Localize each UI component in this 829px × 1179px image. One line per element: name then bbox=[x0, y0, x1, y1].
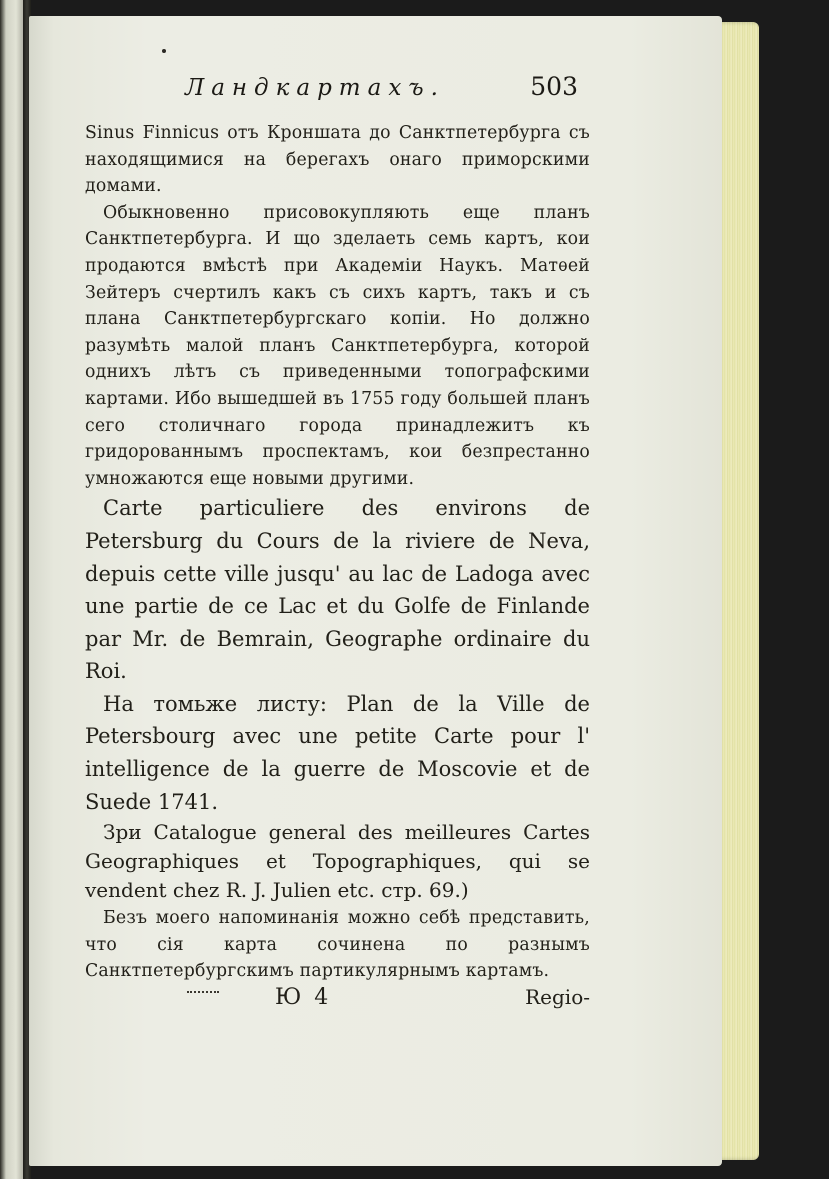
ink-speck bbox=[162, 49, 166, 53]
paragraph-plan-description: Обыкновенно присовокупляють еще планъ Санктпетербурга. И що зделаеть семь картъ, кои продаются вмѣстѣ при Академіи Наукъ. Матѳей Зейтеръ счертилъ какъ съ сихъ картъ, такъ и съ плана Санктпетербургскаго копіи. Но должно разумѣть малой планъ Санктпетербурга, которой однихъ лѣтъ съ приведенными топографскими картами. Ибо вышедшей въ 1755 году большей планъ сего столичнаго города принадлежитъ къ гридорованнымъ проспектамъ, кои безпрестанно умножаются еще новыми другими. bbox=[85, 202, 590, 489]
footer-rule bbox=[187, 991, 219, 996]
paragraph-catalogue-reference: Зри Catalogue general des meilleures Cartes Geographiques et Topographiques, qui se vendent chez R. J. Julien etc. стр. 69.) bbox=[85, 820, 590, 903]
page-text bbox=[85, 72, 590, 1027]
running-head: Ландкартахъ. bbox=[185, 75, 445, 101]
catchword: Regio- bbox=[525, 985, 590, 1010]
page-header bbox=[85, 72, 590, 120]
paragraph-carte-particuliere: Carte particuliere des environs de Petersburg du Cours de la riviere de Neva, depuis cette ville jusqu' au lac de Ladoga avec une partie de ce Lac et du Golfe de Finlande par Mr. de Bemrain, Geographe ordinaire du Roi. bbox=[85, 496, 590, 684]
page-footer bbox=[85, 987, 590, 1027]
page-number: 503 bbox=[530, 72, 578, 101]
paragraph-sinus-finnicus: Sinus Finnicus отъ Кроншата до Санктпетербурга съ находящимися на берегахъ онаго приморскими домами. bbox=[85, 123, 590, 197]
paragraph-closing-remark: Безъ моего напоминанія можно себѣ представить, что сія карта сочинена по разнымъ Санктпетербургскимъ партикулярнымъ картамъ. bbox=[85, 908, 590, 982]
paragraph-plan-de-la-ville: На томьже листу: Plan de la Ville de Petersbourg avec une petite Carte pour l' intelligence de la guerre de Moscovie et de Suede 1741. bbox=[85, 691, 590, 814]
signature-mark: Ю 4 bbox=[275, 985, 332, 1011]
